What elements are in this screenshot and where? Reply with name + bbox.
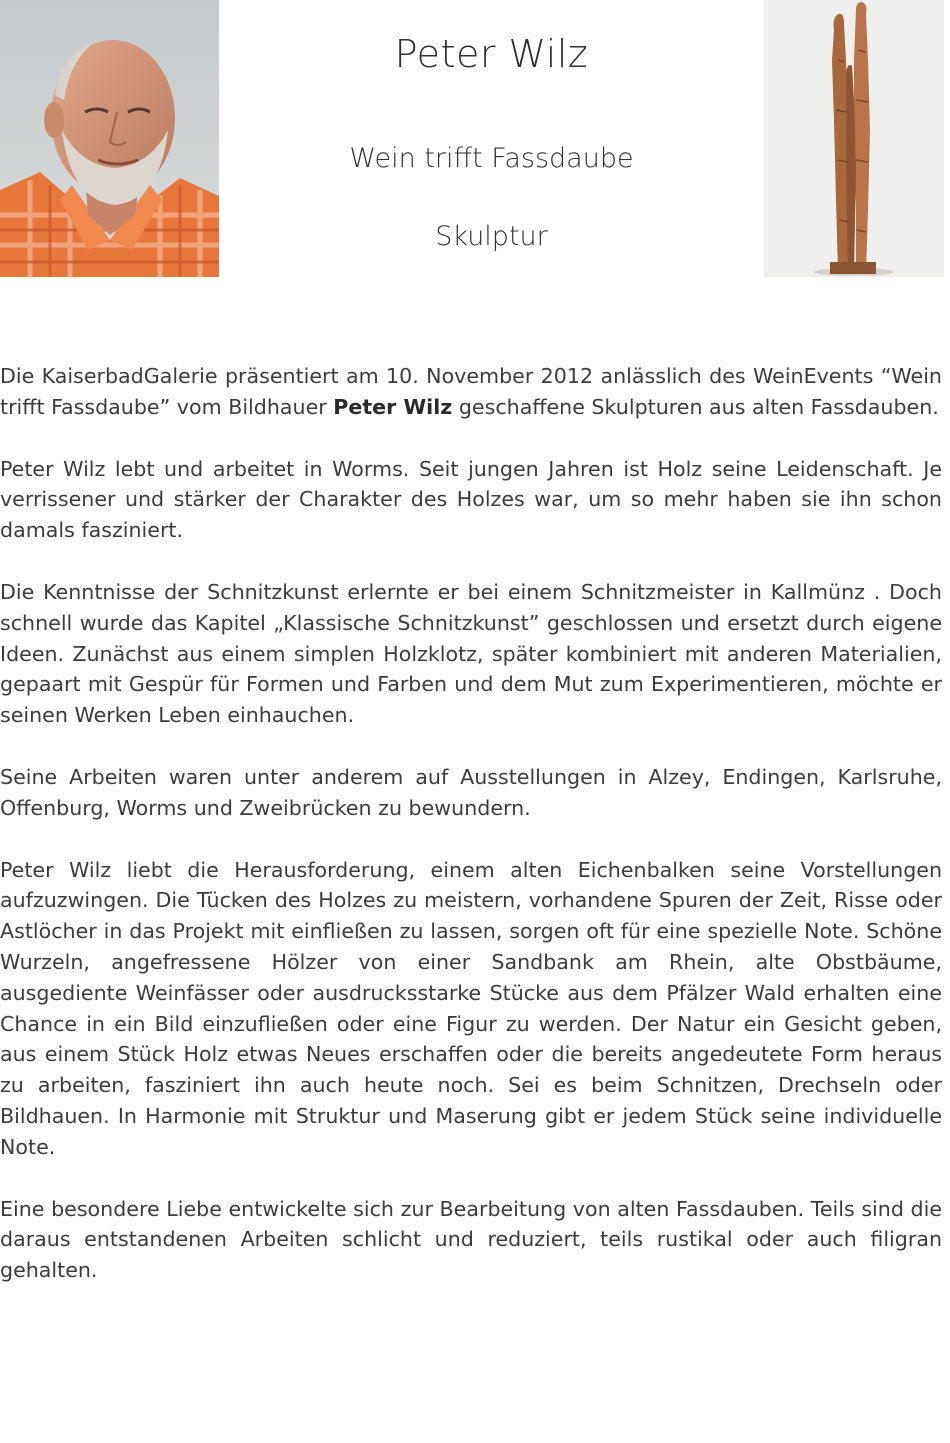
paragraph-exhibitions: Seine Arbeiten waren unter anderem auf Ausstellungen in Alzey, Endingen, Karlsruhe, Offenburg, Worms und Zweibrücken zu bewundern.	[0, 764, 942, 820]
category-label: Skulptur	[435, 221, 548, 252]
article-body	[0, 361, 942, 1317]
paragraph-approach: Peter Wilz liebt die Herausforderung, einem alten Eichenbalken seine Vorstellungen aufzuzwingen. Die Tücken des Holzes zu meistern, vorhandene Spuren der Zeit, Risse oder Astlöcher in das Projekt mit einfließen zu lassen, sorgen oft für eine spezielle Note. Schöne Wurzeln, angefressene Hölzer von einer Sandbank am Rhein, alte Obstbäume, ausgediente Weinfässer oder ausdrucksstarke Stücke aus dem Pfälzer Wald erhalten eine Chance in ein Bild einzufließen oder eine Figur zu werden. Der Natur ein Gesicht geben, aus einem Stück Holz etwas Neues erschaffen oder die bereits angedeutete Form heraus zu arbeiten, fasziniert ihn auch heute noch. Sei es beim Schnitzen, Drechseln oder Bildhauen. In Harmonie mit Struktur und Maserung gibt er jedem Stück seine individuelle Note.	[0, 857, 942, 1159]
event-subtitle: Wein trifft Fassdaube	[349, 143, 634, 174]
paragraph-fassdauben: Eine besondere Liebe entwickelte sich zur Bearbeitung von alten Fassdauben. Teils sind die daraus entstandenen Arbeiten schlicht und reduziert, teils rustikal oder auch filigran gehalten.	[0, 1196, 942, 1283]
header	[0, 0, 950, 277]
intro-text-after: geschaffene Skulpturen aus alten Fassdauben.	[452, 394, 939, 419]
artist-portrait-photo	[0, 0, 219, 277]
intro-text-before: Die KaiserbadGalerie präsentiert am 10. November 2012 anlässlich des WeinEvents “Wein trifft Fassdaube” vom Bildhauer	[0, 364, 942, 419]
paragraph-training: Die Kenntnisse der Schnitzkunst erlernte er bei einem Schnitzmeister in Kallmünz . Doch schnell wurde das Kapitel „Klassische Schnitzkunst” geschlossen und ersetzt durch eigene Ideen. Zunächst aus einem simplen Holzklotz, später kombiniert mit anderen Materialien, gepaart mit Gespür für Formen und Farben und dem Mut zum Experimentieren, möchte er seinen Werken Leben einhauchen.	[0, 579, 942, 728]
portrait-image	[0, 0, 219, 277]
artist-name-inline: Peter Wilz	[333, 394, 453, 419]
sculpture-image	[764, 0, 944, 277]
paragraph-biography: Peter Wilz lebt und arbeitet in Worms. Seit jungen Jahren ist Holz seine Leidenschaft. Je verrissener und stärker der Charakter des Holzes war, um so mehr haben sie ihn schon damals fasziniert.	[0, 456, 942, 543]
intro-paragraph	[0, 361, 942, 423]
sculpture-photo	[764, 0, 944, 277]
artist-name-title: Peter Wilz	[394, 32, 589, 76]
